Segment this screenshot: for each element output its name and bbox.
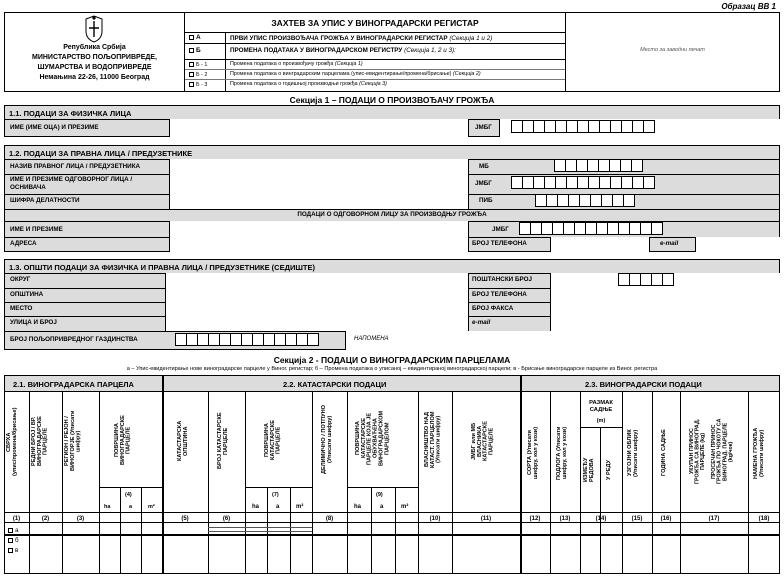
- s13-place-input[interactable]: [165, 302, 469, 316]
- s13-district-input[interactable]: [165, 273, 469, 288]
- unit-m2-4: m²: [148, 504, 155, 510]
- request-title: ЗАХТЕВ ЗА УПИС У ВИНОГРАДАРСКИ РЕГИСТАР: [271, 18, 479, 28]
- num-10: (10): [429, 516, 441, 522]
- s11-name-label: ИМЕ (ИМЕ ОЦА) И ПРЕЗИМЕ: [10, 124, 99, 131]
- num-4-sub: (4): [125, 492, 132, 498]
- col-vine-spacing: У РЕДУ: [606, 459, 612, 481]
- s13-fax-label: БРОЈ ФАКСА: [472, 305, 514, 312]
- option-b-checkbox[interactable]: [189, 48, 194, 53]
- num-13: (13): [559, 516, 571, 522]
- unit-a-9: a: [380, 504, 384, 510]
- s13-postal-label: ПОШТАНСКИ БРОЈ: [472, 276, 533, 283]
- col-planting-year: ГОДИНА САДЊЕ: [661, 429, 667, 477]
- num-17: (17): [708, 516, 720, 522]
- num-6: (6): [222, 516, 231, 522]
- s12-pib-label: ПИБ: [479, 197, 493, 204]
- s13-email-input[interactable]: [550, 316, 780, 331]
- num-18: (18): [758, 516, 770, 522]
- col-ownership: ВЛАСНИШТВО НАД КАТАСТ. ПАРЦЕЛОМ (Уписати шифру): [424, 411, 442, 468]
- s12-company-input[interactable]: [169, 159, 469, 174]
- s12-jmbg-cells[interactable]: [512, 176, 655, 189]
- col-cadastral-municipality: КАТАСТАРСКА ОПШТИНА: [177, 420, 189, 462]
- num-2: (2): [41, 516, 50, 522]
- option-b[interactable]: Б: [189, 47, 201, 54]
- request-box: [184, 12, 566, 92]
- col-covered-area: ПОВРШИНА КАТАСТАРСКЕ ПАРЦЕЛЕ КОЈА ЈЕ ОБУХВАЋЕНА ВИНОГРАДАРСКОМ ПАРЦЕЛОМ: [355, 410, 391, 467]
- s12-box: [4, 145, 780, 252]
- s11-name-input[interactable]: [169, 119, 469, 137]
- s12-name-input[interactable]: [169, 221, 469, 237]
- option-b3-text: Промена података о годишњој производњи грожђа (Секција 3): [230, 81, 387, 87]
- s13-municipality-input[interactable]: [165, 288, 469, 302]
- group-parcel: 2.1. ВИНОГРАДАРСКА ПАРЦЕЛА: [13, 380, 134, 389]
- s13-phone-label: БРОЈ ТЕЛЕФОНА: [472, 291, 527, 298]
- unit-a-4: a: [129, 504, 133, 510]
- unit-m2-9: m²: [401, 504, 409, 510]
- num-14: (14): [595, 516, 607, 522]
- s11-box: [4, 105, 780, 137]
- s13-farm-label: БРОЈ ПОЉОПРИВРЕДНОГ ГАЗДИНСТВА: [10, 336, 138, 343]
- section2-title: Секција 2 - ПОДАЦИ О ВИНОГРАДАРСКИМ ПАРЦЕЛАМА: [273, 355, 511, 365]
- num-7-sub: (7): [272, 492, 279, 498]
- s13-street-label: УЛИЦА И БРОЈ: [10, 319, 57, 326]
- s12-responsible-header: ПОДАЦИ О ОДГОВОРНОМ ЛИЦУ ЗА ПРОИЗВОДЊУ ГРОЖЂА: [297, 211, 487, 218]
- unit-ha-9: ha: [354, 504, 362, 510]
- num-11: (11): [480, 516, 492, 522]
- col-variety: СОРТА (Уписати шифру, кол у кози): [527, 426, 539, 480]
- s13-district-label: ОКРУГ: [10, 276, 31, 283]
- num-15: (15): [631, 516, 643, 522]
- num-12: (12): [529, 516, 541, 522]
- group-cadastral: 2.2. КАТАСТАРСКИ ПОДАЦИ: [283, 380, 387, 389]
- ministry-address: Немањина 22-26, 11000 Београд: [39, 74, 150, 81]
- s13-phone-input[interactable]: [550, 288, 780, 302]
- s12-email-label: e-mail: [660, 240, 679, 247]
- unit-ha-4: ha: [104, 504, 111, 510]
- row1-option-b[interactable]: б: [8, 538, 19, 544]
- col-cadastral-number: БРОЈ КАТАСТАРСКЕ ПАРЦЕЛЕ: [217, 412, 229, 470]
- col-spacing-unit: (m): [596, 418, 606, 424]
- form-code: Образац ВВ 1: [721, 2, 776, 11]
- coat-of-arms-icon: [83, 15, 105, 43]
- s13-place-label: МЕСТО: [10, 305, 33, 312]
- s12-responsible-label-2: ОСНИВАЧА: [10, 184, 46, 191]
- section1-title: Секција 1 – ПОДАЦИ О ПРОИЗВОЂАЧУ ГРОЖЂА: [289, 95, 495, 105]
- ministry-name-2: ШУМАРСТВА И ВОДОПРИВРЕДЕ: [37, 64, 152, 71]
- option-b1[interactable]: Б - 1: [189, 62, 207, 68]
- s12-jmbg-label: ЈМБГ: [475, 180, 492, 187]
- row1-option-a[interactable]: а: [8, 528, 19, 534]
- num-8: (8): [325, 516, 334, 522]
- s12-email-input[interactable]: [695, 237, 780, 252]
- num-5: (5): [181, 516, 189, 522]
- s13-municipality-label: ОПШТИНА: [10, 291, 44, 298]
- col-yield: УКУПАН ПРИНОС ГРОЖЂА СА ВИНОГРАД. ПАРЦЕЛЕ (kg) ПРОСЕЧАН ПРИНОС ГРОЖЂА ПО ЧОКОТУ СА ВИНОГРАД. ПАРЦЕЛЕ (kg/чок): [689, 418, 734, 485]
- option-a-checkbox[interactable]: [189, 35, 194, 40]
- col-training: УЗГОЈНИ ОБЛИК (Уписати шифру): [627, 429, 639, 477]
- s12-title: 1.2. ПОДАЦИ ЗА ПРАВНА ЛИЦА / ПРЕДУЗЕТНИКЕ: [9, 149, 193, 158]
- col-parcel-area: ПОВРШИНА ВИНОГРАДАРСКЕ ПАРЦЕЛЕ: [114, 415, 132, 465]
- s12-responsible-label-1: ИМЕ И ПРЕЗИМЕ ОДГОВОРНОГ ЛИЦА /: [10, 176, 133, 183]
- s11-jmbg-label: ЈМБГ: [475, 124, 492, 131]
- s12-mb-cells[interactable]: [555, 159, 643, 172]
- s13-title: 1.3. ОПШТИ ПОДАЦИ ЗА ФИЗИЧКА И ПРАВНА ЛИЦА / ПРЕДУЗЕТНИКЕ (СЕДИШТЕ): [9, 263, 315, 272]
- s12-jmbg2-cells[interactable]: [520, 222, 663, 235]
- col-cadastral-area: ПОВРШИНА КАТАСТАРСКЕ ПАРЦЕЛЕ: [264, 420, 282, 460]
- row1-option-v[interactable]: в: [8, 548, 18, 554]
- ministry-republic: Република Србија: [63, 44, 126, 51]
- s12-activity-input[interactable]: [169, 194, 469, 209]
- col-purpose-grapes: НАМЕНА ГРОЖЂА (Уписати шифру): [753, 427, 765, 479]
- col-partial-full: ДЕЛИМИЧНО / ПОТПУНО (Уписати шифру): [321, 405, 333, 475]
- s11-title: 1.1. ПОДАЦИ ЗА ФИЗИЧКА ЛИЦА: [9, 109, 132, 118]
- s13-email-label: e-mail: [472, 319, 491, 326]
- s12-company-label: НАЗИВ ПРАВНОГ ЛИЦА / ПРЕДУЗЕТНИКА: [10, 163, 141, 170]
- unit-ha-7: ha: [252, 504, 260, 510]
- col-owner-id: ЈМБГ или МБ ВЛАСНИКА КАТАСТАРСКЕ ПАРЦЕЛЕ: [471, 421, 495, 461]
- s12-mb-label: МБ: [479, 163, 489, 170]
- col-spacing-title: РАЗМАК САДЊЕ: [589, 400, 613, 413]
- s12-responsible-input[interactable]: [169, 174, 469, 194]
- group-vineyard: 2.3. ВИНОГРАДАРСКИ ПОДАЦИ: [585, 380, 702, 389]
- s13-note-label: НАПОМЕНА: [354, 336, 389, 342]
- ministry-box: [4, 12, 185, 92]
- option-b1-text: Промена података о произвођачу грожђа (Секција 1): [230, 61, 363, 67]
- option-a[interactable]: А: [189, 34, 201, 41]
- unit-a-7: a: [276, 504, 280, 510]
- s13-farm-cells[interactable]: [176, 333, 319, 346]
- section2-legend: а – Упис-евидентирање нове виноградарске парцеле у Виног. регистар; б – Промена података о уписаној – евидентираној виноградарској парцели; в - Брисање виноградарске парцеле из Виног. регистра: [126, 366, 658, 372]
- option-b2[interactable]: Б - 2: [189, 72, 207, 78]
- s12-activity-label: ШИФРА ДЕЛАТНОСТИ: [10, 197, 80, 204]
- ministry-name-1: МИНИСТАРСТВО ПОЉОПРИВРЕДЕ,: [32, 54, 157, 61]
- col-rootstock: ПОДЛОГА (Уписати шифру, кол у кози): [556, 426, 568, 480]
- option-b3[interactable]: Б - 3: [189, 82, 207, 88]
- col-purpose: СВРХА (упис/промена/брисање): [6, 407, 18, 477]
- s12-address-input[interactable]: [169, 237, 469, 252]
- s12-phone-input[interactable]: [550, 237, 650, 252]
- option-b2-text: Промена података о винградарским парцелама (упис-евидентирање/промена/брисање) (Секција 2): [230, 71, 481, 77]
- s13-note-field[interactable]: [345, 331, 780, 350]
- unit-m2-7: m²: [296, 504, 304, 510]
- s12-address-label: АДРЕСА: [10, 240, 37, 247]
- num-9-sub: (9): [376, 492, 383, 498]
- option-b-text: ПРОМЕНА ПОДАТАКА У ВИНОГРАДАРСКОМ РЕГИСТРУ (Секција 1, 2 и 3):: [230, 47, 456, 54]
- col-row-spacing: ИЗМЕЂУ РЕДОВА: [583, 457, 595, 483]
- s13-postal-cells[interactable]: [619, 273, 674, 286]
- s12-pib-cells[interactable]: [536, 194, 635, 207]
- col-region: РЕГИОН / РЕЈОН / ВИНОГОРЈЕ (Уписати шифру): [64, 410, 82, 472]
- s12-jmbg2-label: ЈМБГ: [492, 226, 509, 233]
- stamp-place: Место за заводни печат: [565, 12, 780, 92]
- s12-name-label: ИМЕ И ПРЕЗИМЕ: [10, 226, 63, 233]
- s12-phone-label: БРОЈ ТЕЛЕФОНА: [472, 240, 527, 247]
- num-1: (1): [12, 516, 21, 522]
- num-16: (16): [660, 516, 672, 522]
- col-parcel-number: РЕДНИ БРОЈ / ВР. ВИНОГРАДАРСКЕ ПАРЦЕЛЕ: [31, 416, 49, 466]
- num-3: (3): [76, 516, 85, 522]
- option-a-text: ПРВИ УПИС ПРОИЗВОЂАЧА ГРОЖЂА У ВИНОГРАДАРСКИ РЕГИСТАР (Секција 1 и 2): [230, 35, 493, 42]
- s11-jmbg-cells[interactable]: [512, 120, 655, 133]
- s13-street-input[interactable]: [165, 316, 469, 331]
- s13-fax-input[interactable]: [550, 302, 780, 316]
